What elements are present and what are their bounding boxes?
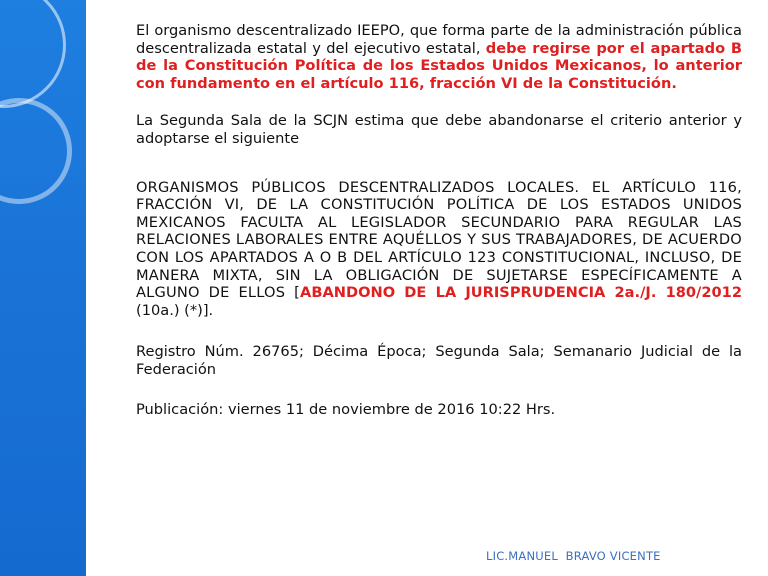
jurisprudence-highlight: ABANDONO DE LA JURISPRUDENCIA 2a./J. 180/2012 <box>300 284 742 302</box>
paragraph-scjn: La Segunda Sala de la SCJN estima que debe abandonarse el criterio anterior y adoptarse el siguiente <box>136 112 742 147</box>
paragraph-registro: Registro Núm. 26765; Décima Época; Segunda Sala; Semanario Judicial de la Federación <box>136 343 742 378</box>
slide-sidebar-decoration <box>0 0 86 576</box>
jurisprudence-caps-text: ORGANISMOS PÚBLICOS DESCENTRALIZADOS LOCALES. EL ARTÍCULO 116, FRACCIÓN VI, DE LA CONSTITUCIÓN POLÍTICA DE LOS ESTADOS UNIDOS MEXICANOS FACULTA AL LEGISLADOR SECUNDARIO PARA REGULAR LAS RELACIONES LABORALES ENTRE AQUÉLLOS Y SUS TRABAJADORES, DE ACUERDO CON LOS APARTADOS A O B DEL ARTÍCULO 123 CONSTITUCIONAL, INCLUSO, DE MANERA MIXTA, SIN LA OBLIGACIÓN DE SUJETARSE ESPECÍFICAMENTE A ALGUNO DE ELLOS [ <box>136 178 742 302</box>
paragraph-ieepo-text: El organismo descentralizado IEEPO, que forma parte de la administración pública descentralizada estatal y del ejecutivo estatal, <box>136 22 742 57</box>
paragraph-publicacion: Publicación: viernes 11 de noviembre de 2016 10:22 Hrs. <box>136 400 556 418</box>
slide-footer-author: LIC.MANUEL BRAVO VICENTE <box>486 549 661 563</box>
paragraph-ieepo <box>136 22 742 92</box>
paragraph-jurisprudence <box>136 179 742 320</box>
decorative-ring-middle <box>0 98 72 204</box>
paragraph-ieepo-highlight: debe regirse por el apartado B de la Constitución Política de los Estados Unidos Mexicanos, lo anterior con fundamento en el artículo 116, fracción VI de la Constitución. <box>136 39 742 92</box>
jurisprudence-tail: (10a.) (*)]. <box>136 301 214 319</box>
slide-content <box>136 18 742 418</box>
decorative-ring-top <box>0 0 66 108</box>
